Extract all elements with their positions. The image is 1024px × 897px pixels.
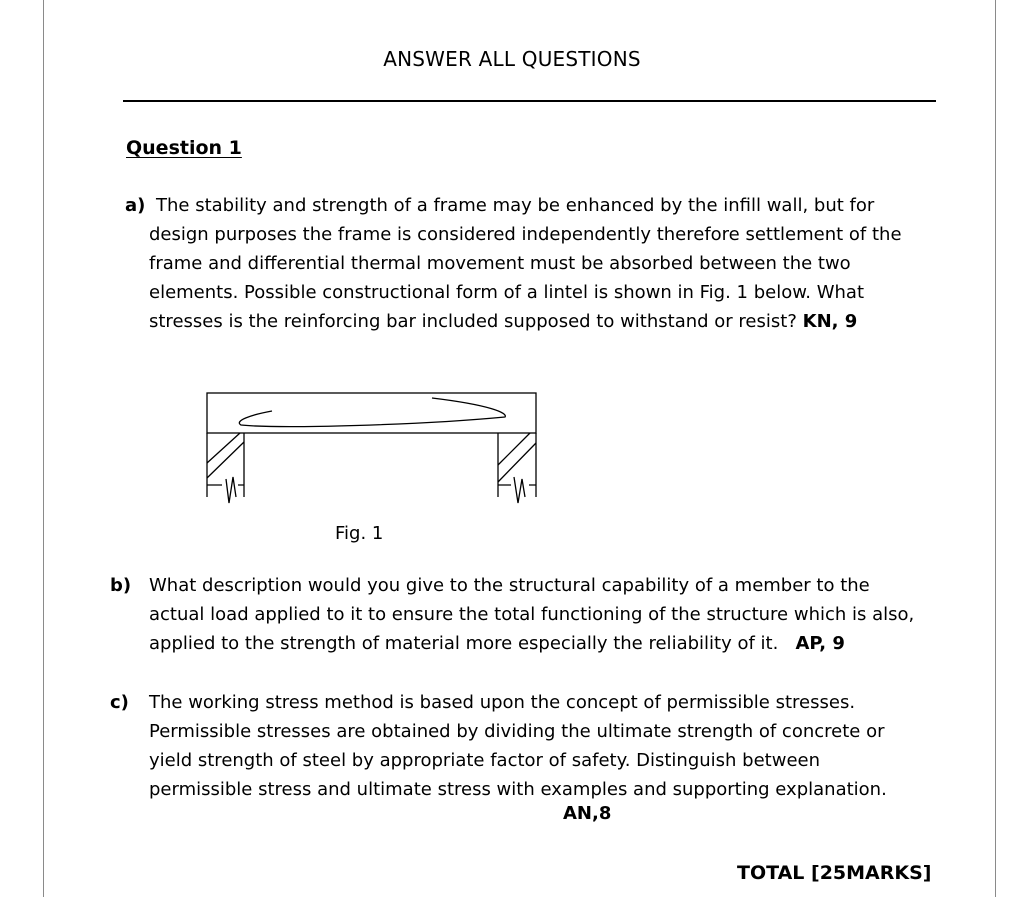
reinforcing-bar: [239, 398, 505, 427]
part-c-line: Permissible stresses are obtained by dividing the ultimate strength of concrete or: [149, 721, 885, 742]
part-b-marks: AP, 9: [795, 633, 845, 654]
part-b-line: applied to the strength of material more especially the reliability of it.: [149, 633, 779, 654]
question-title: Question 1: [126, 137, 242, 159]
part-b-line: What description would you give to the structural capability of a member to the: [149, 575, 870, 596]
part-c-label: c): [110, 692, 129, 713]
right-hatch: [498, 443, 536, 482]
part-c-marks: AN,8: [563, 803, 612, 824]
page-border-right: [995, 0, 996, 897]
part-c-line: yield strength of steel by appropriate factor of safety. Distinguish between: [149, 750, 821, 771]
part-c-line: permissible stress and ultimate stress with examples and supporting explanation.: [149, 779, 887, 800]
question-part-b: [110, 571, 914, 658]
part-c-line: The working stress method is based upon the concept of permissible stresses.: [149, 692, 856, 713]
lintel-figure: [200, 385, 545, 520]
part-b-label: b): [110, 575, 132, 596]
part-b-line: actual load applied to it to ensure the total functioning of the structure which is also,: [149, 604, 915, 625]
part-a-last-line: [149, 307, 902, 336]
part-a-line: stresses is the reinforcing bar included supposed to withstand or resist?: [149, 311, 797, 332]
lintel-beam: [207, 393, 536, 433]
left-hatch: [207, 442, 244, 478]
page-border-left: [43, 0, 44, 897]
part-a-line: elements. Possible constructional form of a lintel is shown in Fig. 1 below. What: [149, 282, 865, 303]
part-a-line: design purposes the frame is considered independently therefore settlement of the: [149, 224, 902, 245]
header-rule: [123, 100, 936, 102]
right-hatch: [498, 433, 530, 465]
question-part-c: [110, 688, 887, 804]
left-hatch: [207, 433, 240, 463]
question-part-a: [125, 191, 902, 336]
figure-caption: Fig. 1: [335, 523, 384, 544]
page-header: ANSWER ALL QUESTIONS: [383, 47, 641, 71]
part-a-line: The stability and strength of a frame may be enhanced by the infill wall, but for: [156, 195, 875, 216]
part-a-line: frame and differential thermal movement must be absorbed between the two: [149, 253, 851, 274]
left-break-line: [207, 477, 244, 503]
total-marks: TOTAL [25MARKS]: [737, 862, 932, 884]
right-break-line: [498, 477, 536, 503]
part-b-last-line: [149, 629, 914, 658]
part-a-label: a): [125, 195, 146, 216]
part-a-marks: KN, 9: [802, 311, 858, 332]
